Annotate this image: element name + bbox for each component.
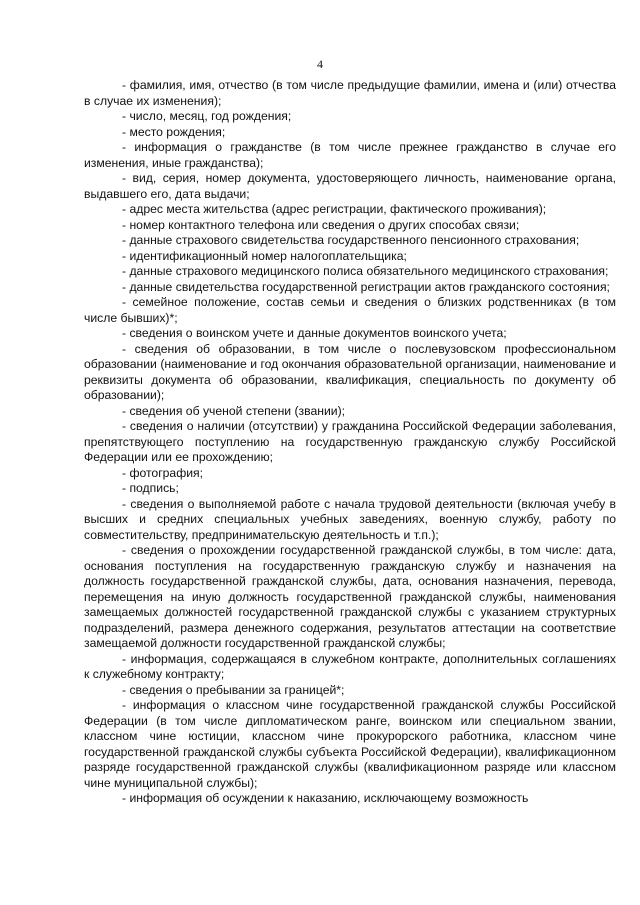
list-item: - место рождения; <box>122 124 226 139</box>
list-item: - семейное положение, состав семьи и сведения о близких родственниках (в том числе бывших)*; <box>84 295 616 325</box>
personal-data-list <box>84 78 616 807</box>
list-item: - информация об осуждении к наказанию, исключающему возможность <box>122 791 529 805</box>
list-item: - информация о классном чине государственной гражданской службы Российской Федерации (в том числе дипломатическом ранге, воинском или специальном звании, классном чине юстиции, классном чине прокурорского работника, классном чине государственной гражданской службы субъекта Российской Федерации), квалификационном разряде государственной гражданской службы (квалификационном разряде или классном чине муниципальной службы); <box>84 698 616 790</box>
list-item: - номер контактного телефона или сведения о других способах связи; <box>122 217 520 232</box>
list-item: - информация о гражданстве (в том числе прежнее гражданство в случае его изменения, иные гражданства); <box>84 140 616 170</box>
list-item: - сведения о выполняемой работе с начала трудовой деятельности (включая учебу в высших и средних специальных учебных заведениях, военную службу, работу по совместительству, предпринимательскую деятельность и т.п.); <box>84 496 616 542</box>
list-item: - сведения об ученой степени (звании); <box>122 403 346 418</box>
list-item: - информация, содержащаяся в служебном контракте, дополнительных соглашениях к служебному контракту; <box>84 651 616 681</box>
list-item: - адрес места жительства (адрес регистрации, фактического проживания); <box>122 202 547 216</box>
list-item: - сведения о наличии (отсутствии) у гражданина Российской Федерации заболевания, препятствующего поступлению на государственную гражданскую службу Российской Федерации или ее прохождению; <box>84 419 616 464</box>
list-item: - вид, серия, номер документа, удостоверяющего личность, наименование органа, выдавшего его, дата выдачи; <box>84 171 616 201</box>
list-item: - сведения о воинском учете и данные документов воинского учета; <box>122 326 507 340</box>
list-item: - данные свидетельства государственной регистрации актов гражданского состояния; <box>122 279 610 294</box>
list-item: - данные страхового свидетельства государственного пенсионного страхования; <box>122 233 580 247</box>
list-item: - сведения о пребывании за границей*; <box>122 682 345 697</box>
list-item: - подпись; <box>122 481 179 495</box>
list-item: - сведения о прохождении государственной гражданской службы, в том числе: дата, основания поступления на государственную гражданскую службу и назначения на должность государственной гражданской службы, дата, основания назначения, перевода, перемещения на иную должность государственной гражданской службы, наименования замещаемых должностей государственной гражданской службы с указанием структурных подразделений, размера денежного содержания, результатов аттестации на соответствие замещаемой должности государственной гражданской службы; <box>84 543 616 650</box>
list-item: - фамилия, имя, отчество (в том числе предыдущие фамилии, имена и (или) отчества в случае их изменения); <box>84 78 616 108</box>
list-item: - фотография; <box>122 465 204 480</box>
list-item: - сведения об образовании, в том числе о послевузовском профессиональном образовании (наименование и год окончания образовательной организации, наименование и реквизиты документа об образовании, квалификация, специальность по документу об образовании); <box>84 341 616 402</box>
list-item: - число, месяц, год рождения; <box>122 109 292 123</box>
page-number: 4 <box>317 57 323 71</box>
list-item: - идентификационный номер налогоплательщика; <box>122 248 407 263</box>
list-item: - данные страхового медицинского полиса обязательного медицинского страхования; <box>122 264 609 278</box>
